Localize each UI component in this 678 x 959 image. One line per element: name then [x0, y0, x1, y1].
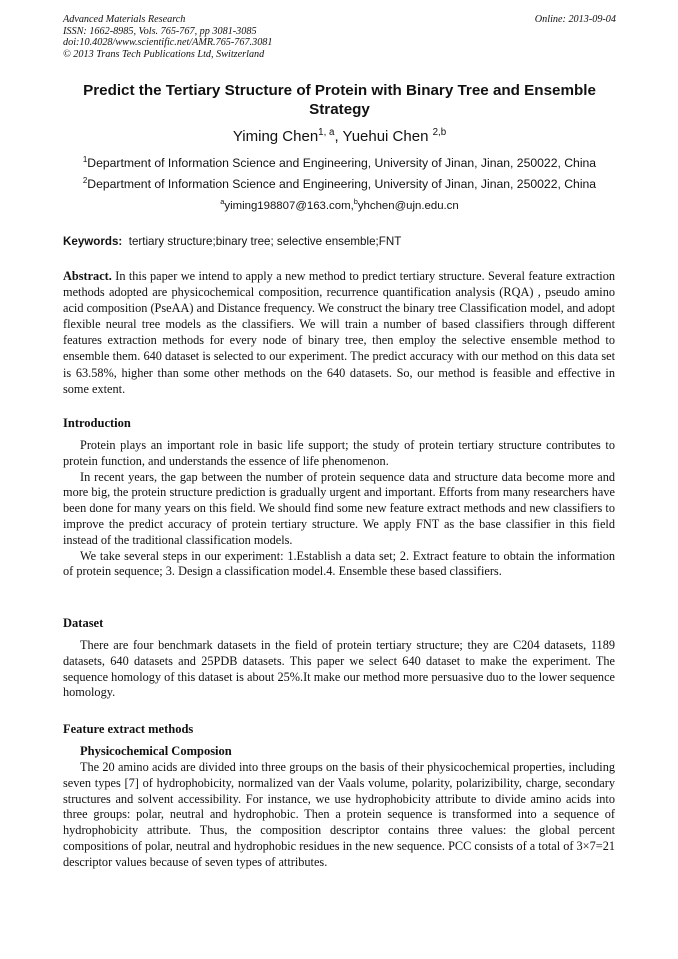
- introduction-body: [63, 438, 615, 580]
- email-line: [63, 199, 616, 213]
- author-line: [63, 128, 616, 146]
- doi-line: doi:10.4028/www.scientific.net/AMR.765-767.3081: [63, 37, 273, 48]
- paragraph: In recent years, the gap between the number of protein sequence data and structure data become more and more big, the protein structure prediction is gradually urgent and important. Efforts from many researchers have been done for many years on this field. We should find some new feature extract methods and new classifiers to improve the predict accuracy of protein tertiary structure. We apply FNT as the base classifier in this field instead of the traditional classification models.: [63, 469, 615, 547]
- author-separator: ,: [334, 128, 343, 145]
- copyright-line: © 2013 Trans Tech Publications Ltd, Switzerland: [63, 48, 265, 60]
- keywords-label: Keywords:: [63, 235, 123, 248]
- feature-body: [63, 760, 615, 871]
- affiliation-2: [63, 177, 616, 191]
- paper-title: Predict the Tertiary Structure of Protein with Binary Tree and Ensemble Strategy: [83, 82, 596, 118]
- email-superscript: a: [220, 197, 225, 207]
- email-superscript: b: [353, 197, 358, 207]
- feature-subheading: Physicochemical Composion: [80, 744, 232, 758]
- affiliation-text: Department of Information Science and Engineering, University of Jinan, Jinan, 250022, China: [87, 177, 597, 191]
- introduction-heading: Introduction: [63, 416, 131, 430]
- affiliation-1: [63, 156, 616, 170]
- affiliation-text: Department of Information Science and Engineering, University of Jinan, Jinan, 250022, China: [87, 156, 597, 170]
- email-link[interactable]: yiming198807@163.com,: [224, 200, 354, 212]
- feature-heading: Feature extract methods: [63, 722, 194, 736]
- paragraph: We take several steps in our experiment: 1.Establish a data set; 2. Extract feature to obtain the information of protein sequence; 3. Design a classification model.4. Ensemble these based classifiers.: [63, 548, 615, 579]
- abstract-text: In this paper we intend to apply a new method to predict tertiary structure. Several feature extraction methods adopted are physicochemical composition, recurrence quantification analysis (RQA) , pseudo amino acid composition (PseAA) and Distance frequency. We construct the binary tree Classification model, and adopt flexible neural tree models as the classifiers. We will train a number of based classifiers through different features extraction methods for every node of binary tree, then employ the selective ensemble method to ensemble them. 640 dataset is selected to our experiment. The predict accuracy with our method on this data set is 63.58%, higher than some other methods on the 640 datasets. So, our method is feasible and effective in some extent.: [63, 269, 615, 396]
- affiliation-superscript: 1: [82, 154, 88, 164]
- paragraph: There are four benchmark datasets in the field of protein tertiary structure; they are C204 datasets, 1189 datasets, 640 datasets and 25PDB datasets. This paper we select 640 dataset to make the experiment. The sequence homology of this dataset is about 25%.It make our method more persuasive duo to the lower sequence homology.: [63, 638, 615, 700]
- abstract-label: Abstract.: [63, 269, 112, 283]
- online-date: Online: 2013-09-04: [534, 14, 616, 25]
- author-name: Yuehui Chen: [342, 128, 433, 145]
- keywords: [63, 235, 616, 249]
- affiliation-superscript: 2: [82, 175, 88, 185]
- author-superscript: 1, a: [318, 127, 335, 138]
- paragraph: The 20 amino acids are divided into three groups on the basis of their physicochemical properties, including seven types [7] of hydrophobicity, normalized van der Vaals volume, polarity, polarizibility, charge, secondary structures and solvent accessibility. For instance, we use hydrophobicity attribute to divide amino acids into three groups: polar, neutral and hydrophobic. Then a protein sequence is transformed into a sequence of hydrophobicity attribute. Thus, the composition descriptor contains three values: the global percent compositions of polar, neutral and hydrophobic residues in the new sequence. PCC consists of a total of 3×7=21 descriptor values because of seven types of attributes.: [63, 760, 615, 869]
- author-name: Yiming Chen: [232, 128, 319, 145]
- author-superscript: 2,b: [432, 127, 447, 138]
- journal-header: [63, 14, 616, 60]
- abstract: [63, 268, 615, 397]
- journal-name: Advanced Materials Research: [63, 14, 186, 25]
- dataset-body: [63, 638, 615, 701]
- keywords-text: tertiary structure;binary tree; selective ensemble;FNT: [128, 235, 402, 248]
- email-link[interactable]: yhchen@ujn.edu.cn: [357, 200, 459, 212]
- issn-line: ISSN: 1662-8985, Vols. 765-767, pp 3081-3085: [63, 25, 257, 37]
- dataset-heading: Dataset: [63, 616, 104, 630]
- paragraph: Protein plays an important role in basic life support; the study of protein tertiary structure contributes to protein function, and understands the essence of life phenomenon.: [63, 438, 615, 468]
